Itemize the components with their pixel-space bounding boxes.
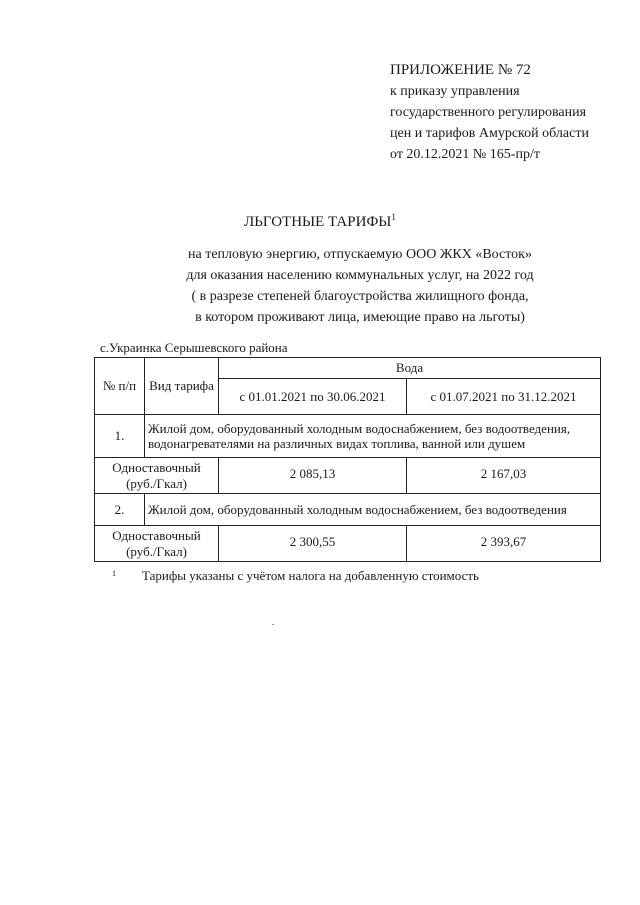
rate-type-cell [95, 458, 219, 494]
table-row [95, 458, 601, 494]
tariff-value: 2 167,03 [407, 458, 601, 494]
appendix-line: от 20.12.2021 № 165-пр/т [390, 147, 540, 162]
tariff-table [94, 357, 601, 562]
table-row [95, 494, 601, 526]
scan-speck [272, 624, 274, 625]
subtitle-line: для оказания населению коммунальных услуг, на 2022 год [186, 268, 534, 283]
tariff-value: 2 393,67 [407, 526, 601, 562]
appendix-block [390, 60, 589, 165]
rate-type-cell [95, 526, 219, 562]
subtitle-line: на тепловую энергию, отпускаемую ООО ЖКХ «Восток» [188, 247, 532, 262]
table-row [95, 526, 601, 562]
header-num: № п/п [95, 358, 145, 415]
rate-unit: (руб./Гкал) [126, 543, 187, 559]
rate-type: Одноставочный [112, 459, 201, 475]
rate-type: Одноставочный [112, 527, 201, 543]
appendix-title: ПРИЛОЖЕНИЕ № 72 [390, 62, 531, 78]
footnote [112, 568, 479, 584]
header-type: Вид тарифа [145, 358, 219, 415]
rate-unit: (руб./Гкал) [126, 475, 187, 491]
settlement-label: с.Украинка Серышевского района [100, 340, 288, 355]
row-description: Жилой дом, оборудованный холодным водоснабжением, без водоотведения [145, 494, 601, 526]
document-subtitle [140, 244, 580, 328]
table-header-row [95, 358, 601, 379]
footnote-mark: 1 [112, 569, 116, 578]
subtitle-line: ( в разрезе степеней благоустройства жилищного фонда, [191, 289, 529, 304]
header-period-2: с 01.07.2021 по 31.12.2021 [407, 379, 601, 415]
document-title-text: ЛЬГОТНЫЕ ТАРИФЫ [244, 214, 392, 230]
header-period-1: с 01.01.2021 по 30.06.2021 [219, 379, 407, 415]
appendix-line: государственного регулирования [390, 105, 587, 120]
header-water: Вода [219, 358, 601, 379]
table-row [95, 415, 601, 458]
subtitle-line: в котором проживают лица, имеющие право на льготы) [195, 310, 525, 325]
title-footnote-mark: 1 [391, 212, 396, 222]
document-title [0, 214, 640, 231]
footnote-text: Тарифы указаны с учётом налога на добавленную стоимость [142, 568, 479, 583]
tariff-value: 2 300,55 [219, 526, 407, 562]
appendix-line: к приказу управления [390, 84, 520, 99]
tariff-value: 2 085,13 [219, 458, 407, 494]
row-number: 2. [95, 494, 145, 526]
row-description: Жилой дом, оборудованный холодным водоснабжением, без водоотведения, водонагревателями на различных видах топлива, ванной или душем [145, 415, 601, 458]
appendix-line: цен и тарифов Амурской области [390, 126, 589, 141]
row-number: 1. [95, 415, 145, 458]
